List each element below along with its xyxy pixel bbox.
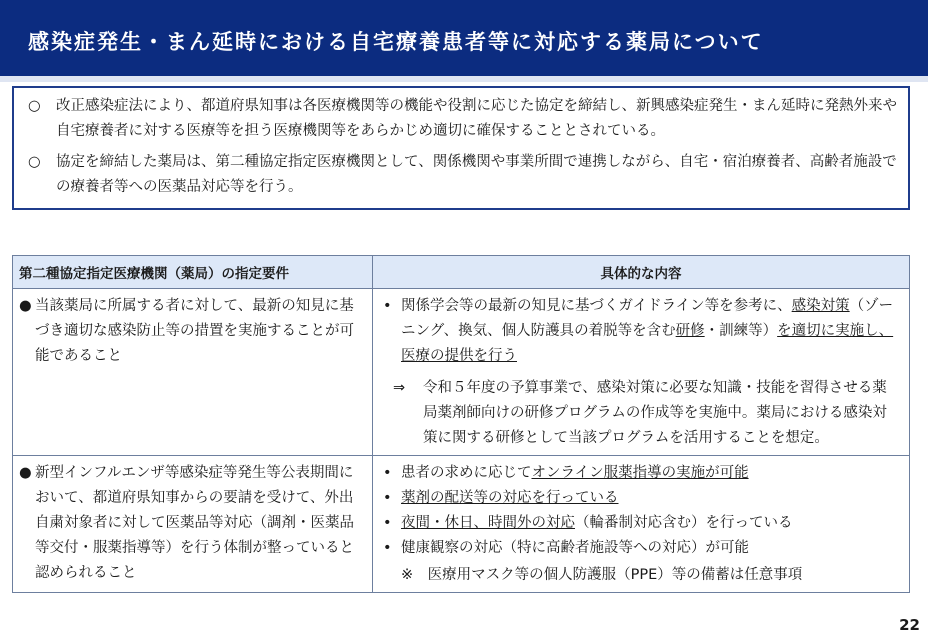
table-row [13, 456, 910, 593]
detail-text: 関係学会等の最新の知見に基づくガイドライン等を参考に、 [401, 298, 792, 314]
underlined-text: を適切に実施し、医療の提供を行う [401, 323, 894, 364]
bullet-dot-icon: • [383, 298, 392, 314]
detail-text: 患者の求めに応じて [401, 465, 532, 481]
underlined-text: 感染対策 [791, 298, 850, 314]
requirement-text: 新型インフルエンザ等感染症等発生等公表期間において、都道府県知事からの要請を受けて、外出自粛対象者に対して医薬品等対応（調剤・医薬品等交付・服薬指導等）を行う体制が整っていると認められること [35, 465, 354, 581]
detail-item [381, 536, 901, 561]
ppe-note: ※ 医療用マスク等の個人防護服（PPE）等の備蓄は任意事項 [401, 567, 803, 583]
details-cell [373, 456, 910, 593]
detail-item [381, 461, 901, 486]
title-banner [0, 0, 928, 76]
table-row [13, 289, 910, 456]
arrow-icon: ⇒ [393, 380, 406, 396]
summary-item [28, 94, 900, 144]
note-text: 令和５年度の予算事業で、感染対策に必要な知識・技能を習得させる薬局薬剤師向けの研修プログラムの作成等を実施中。薬局における感染対策に関する研修として当該プログラムを活用することを想定。 [423, 380, 887, 446]
summary-text: 協定を締結した薬局は、第二種協定指定医療機関として、関係機関や事業所間で連携しながら、自宅・宿泊療養者、高齢者施設での療養者等への医薬品対応等を行う。 [56, 154, 897, 195]
summary-box [12, 86, 910, 210]
header-requirements: 第二種協定指定医療機関（薬局）の指定要件 [13, 256, 373, 289]
summary-text: 改正感染症法により、都道府県知事は各医療機関等の機能や役割に応じた協定を締結し、新興感染症発生・まん延時に発熱外来や自宅療養者に対する医療等を担う医療機関等をあらかじめ適切に確保することとされている。 [56, 98, 897, 139]
requirements-table [12, 255, 910, 593]
requirement-cell [13, 289, 373, 456]
underlined-text: オンライン服薬指導の実施が可能 [531, 465, 749, 481]
bullet-dot-icon: • [383, 465, 392, 481]
circle-bullet-icon: ○ [28, 154, 41, 170]
bullet-icon: ● [19, 465, 32, 481]
requirement-cell [13, 456, 373, 593]
bullet-dot-icon: • [383, 540, 392, 556]
detail-text: 健康観察の対応（特に高齢者施設等への対応）が可能 [401, 540, 749, 556]
detail-item [381, 294, 901, 369]
detail-text: （輪番制対応含む）を行っている [575, 515, 793, 531]
page-title: 感染症発生・まん延時における自宅療養患者等に対応する薬局について [28, 30, 764, 54]
underlined-text: 薬剤の配送等の対応を行っている [401, 490, 619, 506]
bullet-icon: ● [19, 298, 32, 314]
underlined-text: 研修 [675, 323, 705, 339]
header-stripe [0, 76, 928, 82]
requirement-text: 当該薬局に所属する者に対して、最新の知見に基づき適切な感染防止等の措置を実施することが可能であること [35, 298, 354, 364]
summary-item [28, 150, 900, 200]
page-number: 22 [899, 616, 920, 634]
table-header-row [13, 256, 910, 289]
detail-item [381, 511, 901, 536]
detail-text: （ゾーニング、換気、個人防護具の着脱等を含む [401, 298, 894, 339]
bullet-dot-icon: • [383, 515, 392, 531]
bullet-dot-icon: • [383, 490, 392, 506]
details-cell [373, 289, 910, 456]
underlined-text: 夜間・休日、時間外の対応 [401, 515, 575, 531]
detail-text: ・訓練等） [704, 323, 778, 339]
detail-item [381, 486, 901, 511]
note [381, 376, 901, 451]
circle-bullet-icon: ○ [28, 98, 41, 114]
header-details: 具体的な内容 [373, 256, 910, 289]
